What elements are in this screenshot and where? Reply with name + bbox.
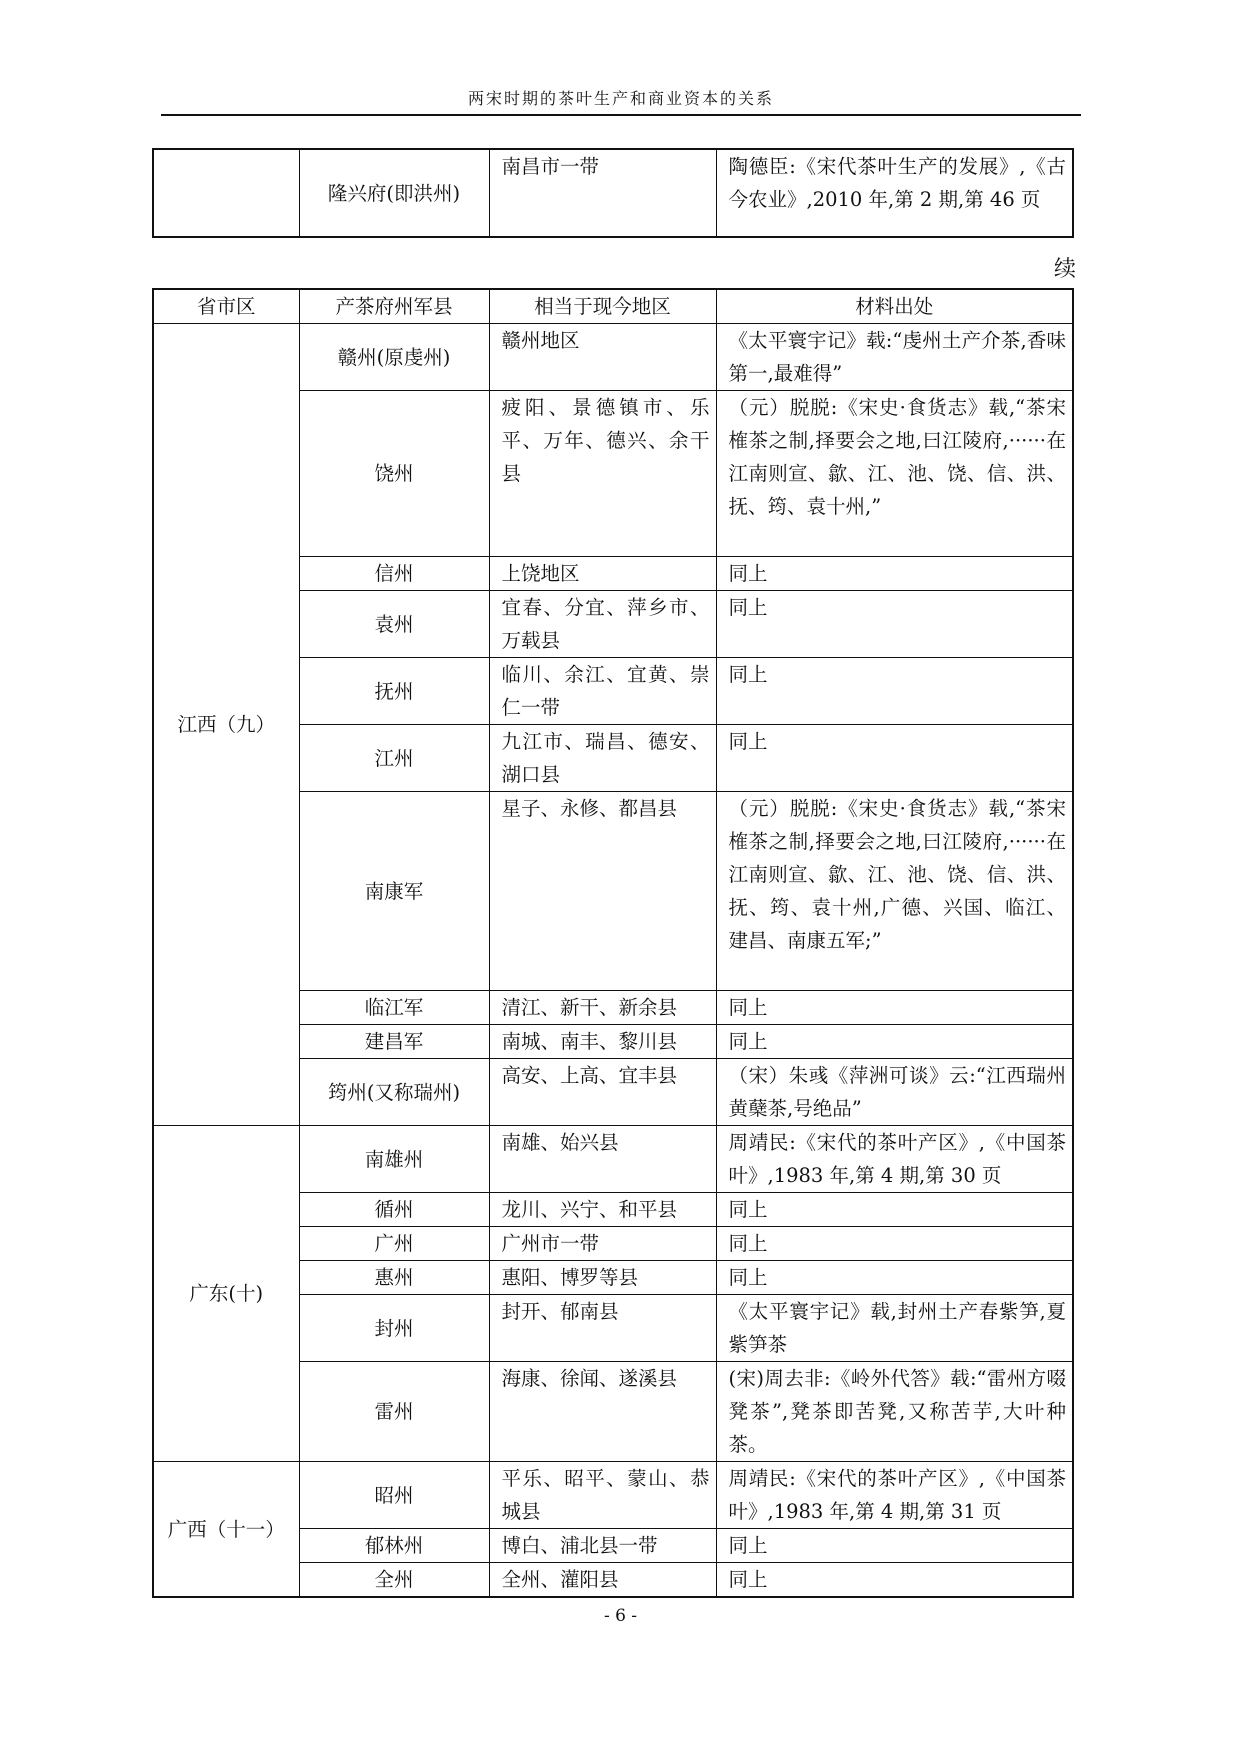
table-row [153, 324, 1073, 391]
column-header: 省市区 [153, 289, 299, 324]
region-cell: 全州、灌阳县 [489, 1563, 716, 1598]
prefecture-cell: 广州 [299, 1227, 489, 1261]
prefecture-cell: 全州 [299, 1563, 489, 1598]
prefecture-cell: 信州 [299, 557, 489, 591]
prefecture-cell: 隆兴府(即洪州) [299, 149, 489, 237]
source-cell: 同上 [716, 1563, 1073, 1598]
table-header-row [153, 289, 1073, 324]
source-cell: 同上 [716, 1227, 1073, 1261]
prefecture-cell: 昭州 [299, 1462, 489, 1529]
source-cell: （元）脱脱:《宋史·食货志》载,“茶宋榷茶之制,择要会之地,曰江陵府,······在江南则宣、歙、江、池、饶、信、洪、抚、筠、袁十州,” [716, 391, 1073, 557]
source-cell: 同上 [716, 991, 1073, 1025]
region-cell: 星子、永修、都昌县 [489, 792, 716, 991]
source-cell: 同上 [716, 1529, 1073, 1563]
source-cell: 同上 [716, 557, 1073, 591]
region-cell: 广州市一带 [489, 1227, 716, 1261]
region-cell: 上饶地区 [489, 557, 716, 591]
province-cell-empty [153, 149, 299, 237]
source-cell: 同上 [716, 1193, 1073, 1227]
source-cell: 《太平寰宇记》载,封州土产春紫笋,夏紫笋茶 [716, 1295, 1073, 1362]
province-cell: 江西（九） [153, 324, 299, 1126]
prefecture-cell: 南雄州 [299, 1126, 489, 1193]
source-cell: 陶德臣:《宋代茶叶生产的发展》,《古今农业》,2010 年,第 2 期,第 46 页 [716, 149, 1073, 237]
region-cell: 惠阳、博罗等县 [489, 1261, 716, 1295]
source-cell: 周靖民:《宋代的茶叶产区》,《中国茶叶》,1983 年,第 4 期,第 31 页 [716, 1462, 1073, 1529]
region-cell: 临川、余江、宜黄、崇仁一带 [489, 658, 716, 725]
source-cell: 周靖民:《宋代的茶叶产区》,《中国茶叶》,1983 年,第 4 期,第 30 页 [716, 1126, 1073, 1193]
source-cell: 同上 [716, 591, 1073, 658]
source-cell: 同上 [716, 658, 1073, 725]
region-cell: 海康、徐闻、遂溪县 [489, 1362, 716, 1462]
running-header: 两宋时期的茶叶生产和商业资本的关系 [467, 89, 774, 108]
table-row [153, 1462, 1073, 1529]
column-header: 产茶府州军县 [299, 289, 489, 324]
region-cell: 赣州地区 [489, 324, 716, 391]
source-cell: (宋)周去非:《岭外代答》载:“雷州方啜凳茶”,凳茶即苦凳,又称苦芋,大叶种茶。 [716, 1362, 1073, 1462]
header-rule [161, 114, 1081, 116]
table-row [153, 1126, 1073, 1193]
source-cell: 《太平寰宇记》载:“虔州土产介茶,香味第一,最难得” [716, 324, 1073, 391]
column-header: 材料出处 [716, 289, 1073, 324]
prefecture-cell: 惠州 [299, 1261, 489, 1295]
region-cell: 南雄、始兴县 [489, 1126, 716, 1193]
table-row [153, 149, 1073, 237]
region-cell: 宜春、分宜、萍乡市、万载县 [489, 591, 716, 658]
prefecture-cell: 赣州(原虔州) [299, 324, 489, 391]
source-cell: 同上 [716, 1025, 1073, 1059]
tea-production-table [152, 288, 1074, 1598]
continued-label: 续 [1054, 257, 1077, 282]
prefecture-cell: 抚州 [299, 658, 489, 725]
region-cell: 平乐、昭平、蒙山、恭城县 [489, 1462, 716, 1529]
region-cell: 博白、浦北县一带 [489, 1529, 716, 1563]
region-cell: 龙川、兴宁、和平县 [489, 1193, 716, 1227]
prefecture-cell: 雷州 [299, 1362, 489, 1462]
source-cell: 同上 [716, 1261, 1073, 1295]
source-cell: （元）脱脱:《宋史·食货志》载,“茶宋榷茶之制,择要会之地,曰江陵府,······在江南则宣、歙、江、池、饶、信、洪、抚、筠、袁十州,广德、兴国、临江、建昌、南康五军;” [716, 792, 1073, 991]
prefecture-cell: 江州 [299, 725, 489, 792]
page-number: - 6 - [603, 1606, 638, 1626]
column-header: 相当于现今地区 [489, 289, 716, 324]
region-cell: 南城、南丰、黎川县 [489, 1025, 716, 1059]
region-cell: 清江、新干、新余县 [489, 991, 716, 1025]
prefecture-cell: 临江军 [299, 991, 489, 1025]
continued-table-fragment [152, 148, 1074, 238]
region-cell: 封开、郁南县 [489, 1295, 716, 1362]
region-cell: 疲阳、景德镇市、乐平、万年、德兴、余干县 [489, 391, 716, 557]
source-cell: （宋）朱彧《萍洲可谈》云:“江西瑞州黄蘖茶,号绝品” [716, 1059, 1073, 1126]
region-cell: 九江市、瑞昌、德安、湖口县 [489, 725, 716, 792]
prefecture-cell: 循州 [299, 1193, 489, 1227]
prefecture-cell: 南康军 [299, 792, 489, 991]
prefecture-cell: 郁林州 [299, 1529, 489, 1563]
prefecture-cell: 袁州 [299, 591, 489, 658]
prefecture-cell: 饶州 [299, 391, 489, 557]
prefecture-cell: 筠州(又称瑞州) [299, 1059, 489, 1126]
province-cell: 广东(十) [153, 1126, 299, 1462]
region-cell: 高安、上高、宜丰县 [489, 1059, 716, 1126]
prefecture-cell: 封州 [299, 1295, 489, 1362]
province-cell: 广西（十一） [153, 1462, 299, 1598]
region-cell: 南昌市一带 [489, 149, 716, 237]
prefecture-cell: 建昌军 [299, 1025, 489, 1059]
source-cell: 同上 [716, 725, 1073, 792]
